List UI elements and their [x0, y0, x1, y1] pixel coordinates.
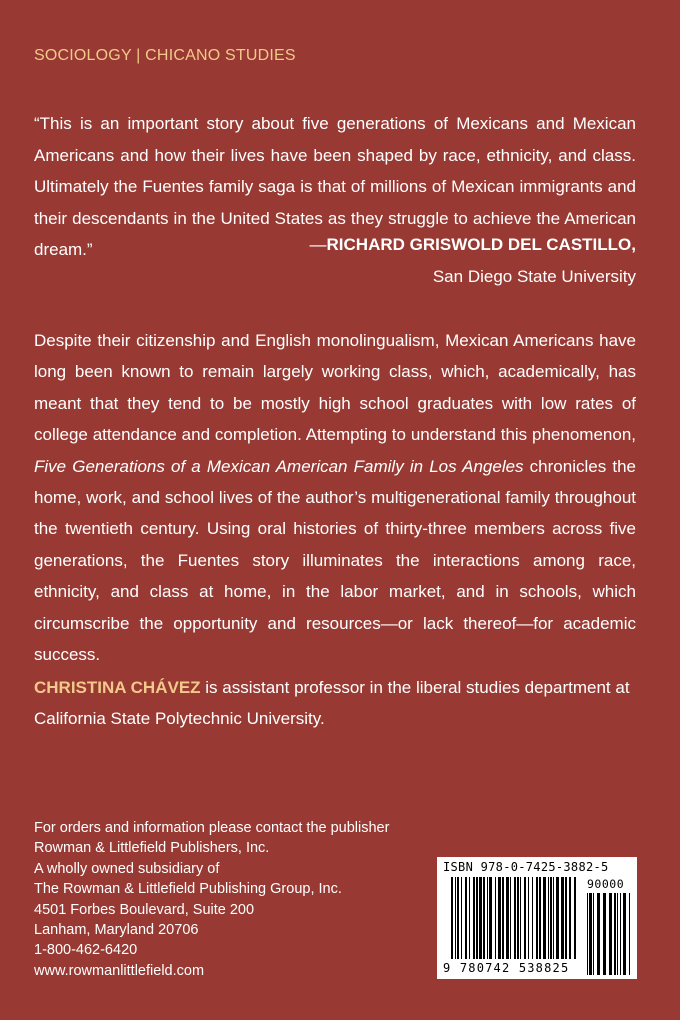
publisher-website: www.rowmanlittlefield.com: [34, 962, 205, 979]
endorser-name-comma: ,: [631, 235, 636, 254]
isbn-label: ISBN 978-0-7425-3882-5: [443, 860, 609, 874]
attribution-dash: —: [309, 235, 327, 254]
isbn-barcode: [437, 857, 637, 979]
publisher-line: A wholly owned subsidiary of: [34, 860, 220, 877]
publisher-line: The Rowman & Littlefield Publishing Group, Inc.: [34, 881, 342, 898]
endorser-name: RICHARD GRISWOLD DEL CASTILLO: [326, 235, 632, 254]
description-text-2: chronicles the home, work, and school lives of the author’s multigenerational family throughout the twentieth century. Using oral histories of thirty-three members across five generations, the Fuentes story illuminates the interactions among race, ethnicity, and class at home, in the labor market, and in schools, which circumscribe the opportunity and resources—or lack thereof—for academic success.: [34, 456, 636, 665]
barcode-addon-number: 90000: [587, 877, 625, 891]
author-bio-text: is assistant professor in the liberal studies department at California State Polytechnic University.: [34, 678, 630, 729]
publisher-line: Rowman & Littlefield Publishers, Inc.: [34, 840, 270, 857]
author-bio: [34, 672, 636, 735]
endorser-affiliation: San Diego State University: [432, 267, 636, 286]
publisher-line: 4501 Forbes Boulevard, Suite 200: [34, 901, 255, 918]
subject-category: SOCIOLOGY | CHICANO STUDIES: [34, 47, 296, 64]
author-name: CHRISTINA CHÁVEZ: [34, 678, 201, 697]
publisher-info: [34, 818, 389, 981]
endorsement-author: [310, 233, 636, 257]
book-description: [34, 325, 636, 670]
description-text-1: Despite their citizenship and English monolingualism, Mexican Americans have long been known to remain largely working class, which, academically, has meant that they tend to be mostly high school graduates with low rates of college attendance and completion. Attempting to understand this phenomenon,: [34, 331, 636, 445]
publisher-line: For orders and information please contact the publisher: [34, 820, 390, 836]
barcode-ean-number: 9 780742 538825: [443, 961, 570, 975]
publisher-line: Lanham, Maryland 20706: [34, 922, 199, 939]
publisher-phone: 1-800-462-6420: [34, 942, 138, 959]
book-title: Five Generations of a Mexican American Family in Los Angeles: [34, 456, 524, 476]
endorsement-quote: “This is an important story about five generations of Mexicans and Mexican Americans and how their lives have been shaped by race, ethnicity, and class. Ultimately the Fuentes family saga is that of millions of Mexican immigrants and their descendants in the United States as they struggle to achieve the American dream.”: [34, 114, 636, 259]
